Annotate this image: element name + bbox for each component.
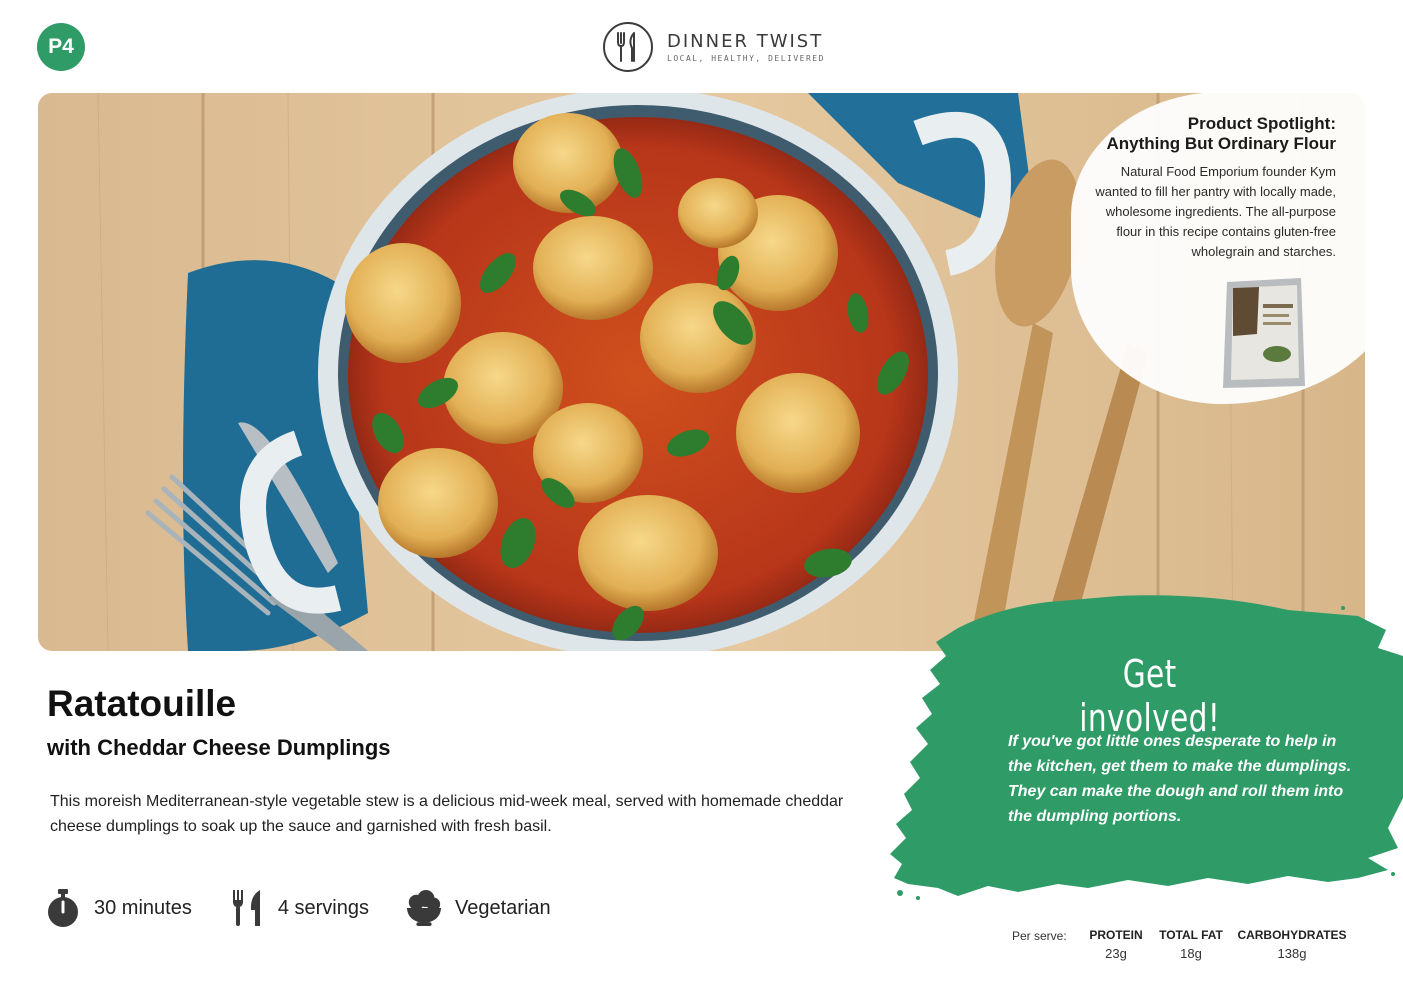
fact-time [44,886,192,930]
spotlight-title-line2: Anything But Ordinary Flour [1106,134,1336,153]
product-spotlight [1071,92,1371,404]
stopwatch-icon [44,886,82,930]
nutrition-protein-name: PROTEIN [1089,928,1143,942]
spotlight-body: Natural Food Emporium founder Kym wanted to fill her pantry with locally made, wholesome ingredients. The all-purpose flour in this recipe contains gluten-free wholegrain and starches. [1095,164,1336,259]
recipe-subtitle: with Cheddar Cheese Dumplings [47,735,391,760]
spotlight-title [1086,114,1336,154]
nutrition-carbs-value: 138g [1277,946,1307,961]
nutrition-fat-name: TOTAL FAT [1159,928,1223,942]
cutlery-logo-icon [603,22,653,72]
recipe-description: This moreish Mediterranean-style vegetable stew is a delicious mid-week meal, served with homemade cheddar cheese dumplings to soak up the sauce and garnished with fresh basil. [50,793,844,835]
brand-name: DINNER TWIST [667,30,824,52]
get-involved-heading: Get involved! [1079,652,1221,740]
nutrition-carbs [1234,928,1350,961]
salad-bowl-icon [405,886,443,930]
fact-servings [228,886,369,930]
fact-time-label: 30 minutes [94,896,192,919]
page-number-badge: P4 [37,23,85,71]
nutrition-fat-value: 18g [1180,946,1202,961]
nutrition-carbs-name: CARBOHYDRATES [1237,928,1347,942]
recipe-facts [44,886,587,930]
fact-servings-label: 4 servings [277,896,369,919]
brand-tagline: LOCAL, HEALTHY, DELIVERED [667,53,825,63]
nutrition-protein [1087,928,1145,961]
spotlight-title-line1: Product Spotlight: [1187,114,1336,133]
nutrition-protein-value: 23g [1105,946,1127,961]
nutrition-fat [1157,928,1225,961]
nutrition-label: Per serve: [1012,929,1067,943]
flour-bag-image [1219,274,1309,392]
brand-logo[interactable] [603,20,825,74]
fact-diet-label: Vegetarian [455,896,551,919]
fact-diet [405,886,551,930]
get-involved-body: If you've got little ones desperate to help in the kitchen, get them to make the dumplings. They can make the dough and roll them into the dumpling portions. [1008,733,1352,825]
cutlery-icon [228,886,266,930]
recipe-title: Ratatouille [47,683,237,724]
